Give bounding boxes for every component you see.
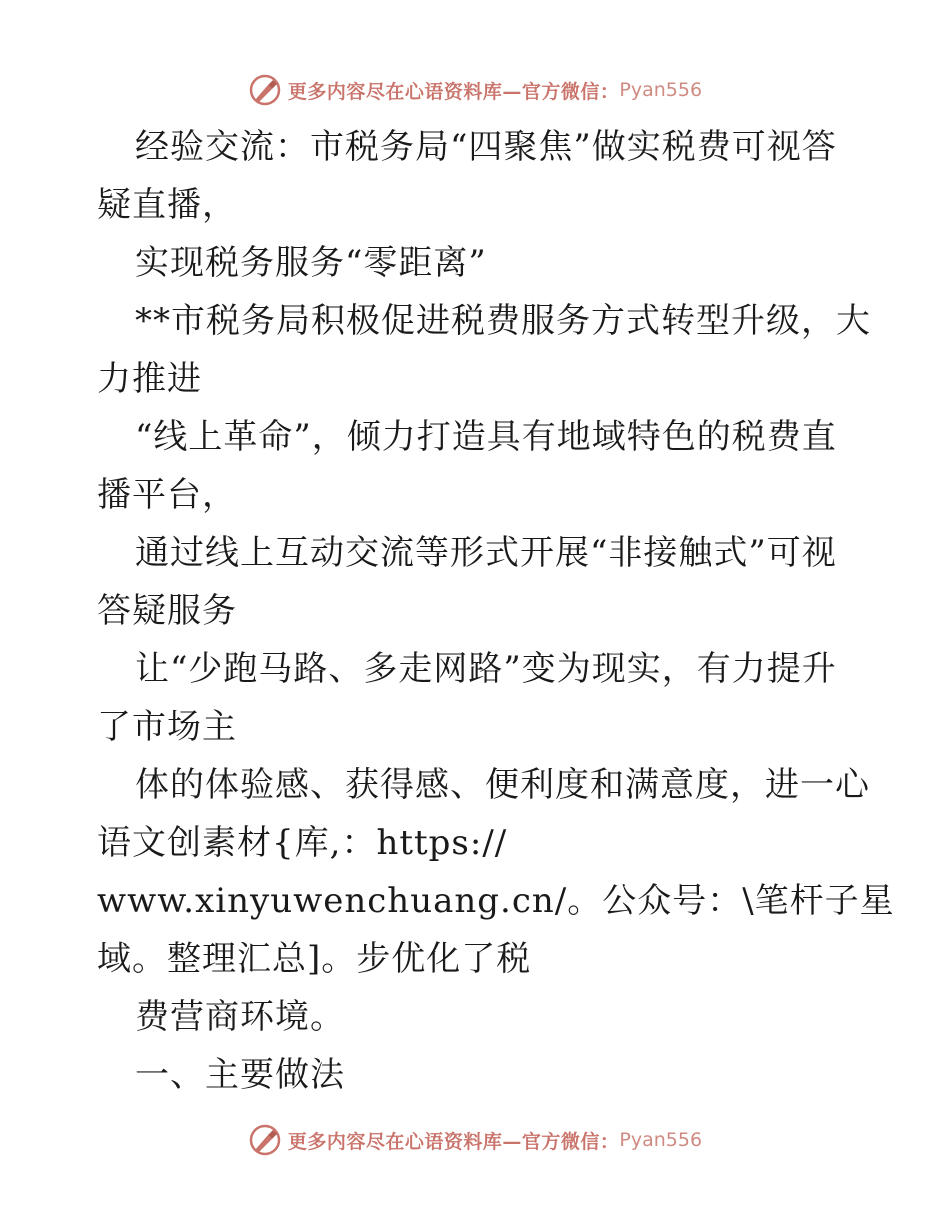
text-line: 让“少跑马路、多走网路”变为现实，有力提升 [135, 649, 837, 689]
text-line: **市税务局积极促进税费服务方式转型升级，大 [135, 301, 871, 341]
footer-watermark-banner [0, 1120, 950, 1160]
text-line: “线上革命”，倾力打造具有地域特色的税费直 [135, 417, 837, 457]
text-line: 体的体验感、获得感、便利度和满意度，进一心 [135, 765, 870, 805]
text-line: 播平台， [97, 475, 237, 515]
header-watermark-banner [0, 70, 950, 110]
text-line: 一、主要做法 [135, 1055, 345, 1095]
banner-text: 更多内容尽在心语资料库—官方微信： [287, 1130, 620, 1153]
text-line: 答疑服务 [97, 591, 237, 631]
text-line: 力推进 [97, 359, 202, 399]
banner-wechat-id: Pyan556 [619, 1129, 703, 1151]
text-line: 域。整理汇总]。步优化了税 [97, 939, 532, 979]
text-line: 实现税务服务“零距离” [135, 243, 487, 283]
text-line: 疑直播， [97, 185, 237, 225]
text-line: 了市场主 [97, 707, 237, 747]
banner-text: 更多内容尽在心语资料库—官方微信： [287, 80, 620, 103]
text-line: 通过线上互动交流等形式开展“非接触式”可视 [135, 533, 837, 573]
banner-wechat-id: Pyan556 [619, 79, 703, 101]
pen-logo-icon [248, 1123, 282, 1157]
document-body [97, 118, 895, 1104]
pen-logo-icon [248, 73, 282, 107]
text-line: 语文创素材{库,：https:// [97, 823, 508, 863]
text-line: 经验交流：市税务局“四聚焦”做实税费可视答 [135, 127, 837, 167]
text-line: www.xinyuwenchuang.cn/。公众号：\笔杆子星 [97, 881, 895, 921]
text-line: 费营商环境。 [135, 997, 345, 1037]
